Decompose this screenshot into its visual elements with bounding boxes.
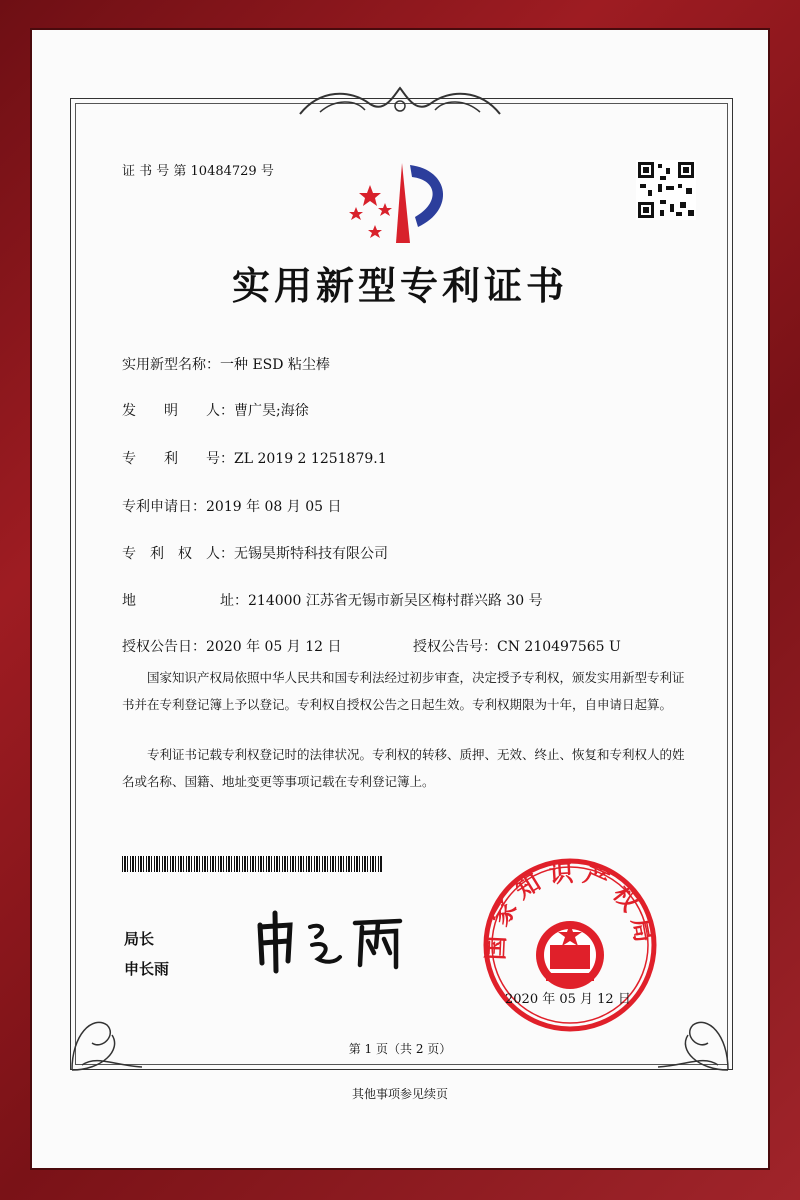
qr-code-icon — [636, 160, 696, 220]
field-address-value: 214000 江苏省无锡市新吴区梅村群兴路 30 号 — [248, 593, 543, 609]
field-inventor — [122, 400, 309, 420]
field-filing-date-label: 专利申请日： — [122, 499, 206, 515]
field-filing-date-value: 2019 年 08 月 05 日 — [206, 499, 342, 515]
field-address-label: 地 址： — [122, 593, 248, 609]
director-signature-icon — [250, 905, 420, 975]
cnipa-logo-icon — [340, 155, 460, 250]
barcode-icon — [122, 856, 382, 872]
field-name-label: 实用新型名称： — [122, 357, 220, 373]
field-patent-no-label: 专 利 号： — [122, 451, 234, 467]
corner-ornament-right-icon — [648, 995, 738, 1075]
field-grant-date-value: 2020 年 05 月 12 日 — [206, 639, 342, 655]
field-patent-no-value: ZL 2019 2 1251879.1 — [234, 451, 387, 467]
seal-date: 2020 年 05 月 12 日 — [505, 992, 631, 1007]
certificate-title: 实用新型专利证书 — [231, 263, 568, 308]
field-filing-date — [122, 496, 342, 516]
field-name — [122, 354, 330, 374]
svg-text:国家知识产权局: 国家知识产权局 — [480, 857, 660, 961]
page-info: 第 1 页（共 2 页） — [348, 1042, 452, 1056]
field-grant-date-label: 授权公告日： — [122, 639, 206, 655]
field-grant-no-value: CN 210497565 U — [497, 639, 621, 655]
field-inventor-label: 发 明 人： — [122, 403, 234, 419]
continued-note: 其他事项参见续页 — [351, 1087, 448, 1101]
field-name-value: 一种 ESD 粘尘棒 — [220, 357, 330, 373]
corner-ornament-left-icon — [62, 995, 152, 1075]
field-patentee-label: 专 利 权 人： — [122, 546, 234, 562]
top-ornament-icon — [290, 84, 510, 124]
director-title: 局长 — [124, 930, 155, 948]
field-grant-no-label: 授权公告号： — [413, 639, 497, 655]
paragraph-legal-status: 专利证书记载专利权登记时的法律状况。专利权的转移、质押、无效、终止、恢复和专利权人的姓名或名称、国籍、地址变更等事项记载在专利登记簿上。 — [122, 747, 685, 789]
field-grant-no — [413, 636, 621, 656]
field-address — [122, 590, 543, 610]
field-patent-no — [122, 448, 387, 468]
field-grant-date — [122, 636, 342, 656]
director-name: 申长雨 — [124, 960, 170, 978]
field-inventor-value: 曹广昊;海徐 — [234, 403, 309, 419]
field-patentee — [122, 543, 388, 563]
field-patentee-value: 无锡昊斯特科技有限公司 — [234, 546, 388, 562]
paragraph-grant: 国家知识产权局依照中华人民共和国专利法经过初步审查，决定授予专利权，颁发实用新型专利证书并在专利登记簿上予以登记。专利权自授权公告之日起生效。专利权期限为十年，自申请日起算。 — [122, 670, 685, 712]
certificate-number: 证 书 号 第 10484729 号 — [122, 164, 274, 179]
official-seal-icon — [480, 855, 660, 1035]
